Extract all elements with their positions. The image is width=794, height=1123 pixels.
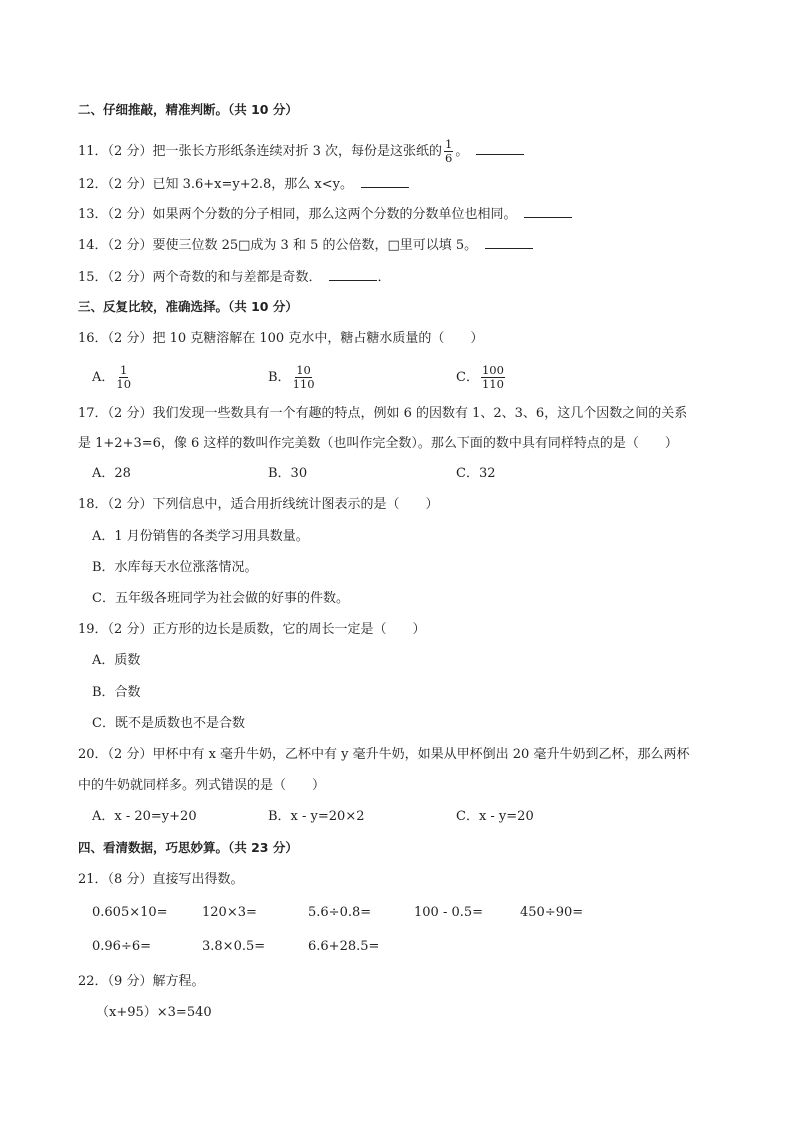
question-20-line-1: 20．（2 分）甲杯中有 x 毫升牛奶，乙杯中有 y 毫升牛奶，如果从甲杯倒出 20 毫升牛奶到乙杯，那么两杯 xyxy=(78,747,690,762)
question-14-text: 14．（2 分）要使三位数 25□成为 3 和 5 的公倍数，□里可以填 5。 xyxy=(78,238,478,253)
section-4-title: 四、看清数据，巧思妙算。（共 23 分） xyxy=(78,840,298,855)
answer-blank-11[interactable] xyxy=(476,142,524,155)
calc-item: 450÷90= xyxy=(520,905,584,920)
option-18-c[interactable]: C．五年级各班同学为社会做的好事的件数。 xyxy=(92,591,349,606)
option-20-b[interactable]: B．x - y=20×2 xyxy=(268,809,365,824)
question-11-text: 11．（2 分）把一张长方形纸条连续对折 3 次，每份是这张纸的 xyxy=(78,144,442,159)
calc-item: 0.605×10= xyxy=(92,905,168,920)
question-15-end: ． xyxy=(377,270,391,285)
question-13 xyxy=(78,205,572,224)
question-15 xyxy=(78,268,390,287)
option-16-b[interactable] xyxy=(268,364,317,391)
equation: （x+95）×3=540 xyxy=(96,1005,212,1020)
question-22: 22．（9 分）解方程。 xyxy=(78,974,205,989)
question-16: 16．（2 分）把 10 克糖溶解在 100 克水中，糖占糖水质量的（ ） xyxy=(78,331,484,346)
option-label: A． xyxy=(92,370,115,385)
option-20-c[interactable]: C．x - y=20 xyxy=(456,809,534,824)
calc-item: 120×3= xyxy=(202,905,257,920)
question-17-line-2: 是 1+2+3=6，像 6 这样的数叫作完美数（也叫作完全数）。那么下面的数中具有同样特点的是（ ） xyxy=(78,436,678,451)
option-fraction xyxy=(116,364,131,391)
option-fraction xyxy=(293,364,315,391)
option-19-a[interactable]: A．质数 xyxy=(92,653,141,668)
answer-blank-15[interactable] xyxy=(329,268,377,281)
question-11-end: 。 xyxy=(455,144,469,159)
question-15-text: 15．（2 分）两个奇数的和与差都是奇数． xyxy=(78,270,322,285)
question-19: 19．（2 分）正方形的边长是质数，它的周长一定是（ ） xyxy=(78,622,426,637)
section-3-title: 三、反复比较，准确选择。（共 10 分） xyxy=(78,299,298,314)
option-label: B． xyxy=(268,370,291,385)
answer-blank-13[interactable] xyxy=(524,205,572,218)
question-12-text: 12．（2 分）已知 3.6+x=y+2.8，那么 x<y。 xyxy=(78,177,353,192)
option-20-a[interactable]: A．x - 20=y+20 xyxy=(92,809,197,824)
fraction-numerator: 1 xyxy=(120,363,128,377)
calc-item: 6.6+28.5= xyxy=(308,939,380,954)
option-17-b[interactable]: B．30 xyxy=(268,466,308,481)
calc-item: 5.6÷0.8= xyxy=(308,905,372,920)
question-21: 21．（8 分）直接写出得数。 xyxy=(78,872,244,887)
question-18: 18．（2 分）下列信息中，适合用折线统计图表示的是（ ） xyxy=(78,497,439,512)
option-18-b[interactable]: B．水库每天水位涨落情况。 xyxy=(92,560,258,575)
option-16-c[interactable] xyxy=(456,364,507,391)
calc-item: 100 - 0.5= xyxy=(414,905,484,920)
question-17-line-1: 17．（2 分）我们发现一些数具有一个有趣的特点，例如 6 的因数有 1、2、3、6，这几个因数之间的关系 xyxy=(78,406,688,421)
option-18-a[interactable]: A．1 月份销售的各类学习用具数量。 xyxy=(92,529,309,544)
fraction-denominator: 110 xyxy=(481,377,504,391)
fraction-numerator: 10 xyxy=(296,363,311,377)
answer-blank-14[interactable] xyxy=(485,236,533,249)
fraction-denominator: 6 xyxy=(444,151,453,165)
fraction-one-sixth xyxy=(444,138,453,165)
option-19-b[interactable]: B．合数 xyxy=(92,685,141,700)
fraction-denominator: 110 xyxy=(292,377,315,391)
question-14 xyxy=(78,236,533,255)
section-2-title: 二、仔细推敲，精准判断。（共 10 分） xyxy=(78,102,298,117)
question-13-text: 13．（2 分）如果两个分数的分子相同，那么这两个分数的分数单位也相同。 xyxy=(78,207,517,222)
calc-item: 3.8×0.5= xyxy=(202,939,266,954)
option-16-a[interactable] xyxy=(92,364,133,391)
fraction-numerator: 1 xyxy=(444,137,453,151)
option-label: C． xyxy=(456,370,479,385)
answer-blank-12[interactable] xyxy=(361,175,409,188)
option-17-a[interactable]: A．28 xyxy=(92,466,131,481)
fraction-denominator: 10 xyxy=(116,377,132,391)
question-12 xyxy=(78,175,409,194)
option-fraction xyxy=(481,364,505,391)
question-11 xyxy=(78,138,524,165)
option-17-c[interactable]: C．32 xyxy=(456,466,496,481)
fraction-numerator: 100 xyxy=(481,363,504,377)
question-20-line-2: 中的牛奶就同样多。列式错误的是（ ） xyxy=(78,778,326,793)
calc-item: 0.96÷6= xyxy=(92,939,152,954)
option-19-c[interactable]: C．既不是质数也不是合数 xyxy=(92,716,245,731)
